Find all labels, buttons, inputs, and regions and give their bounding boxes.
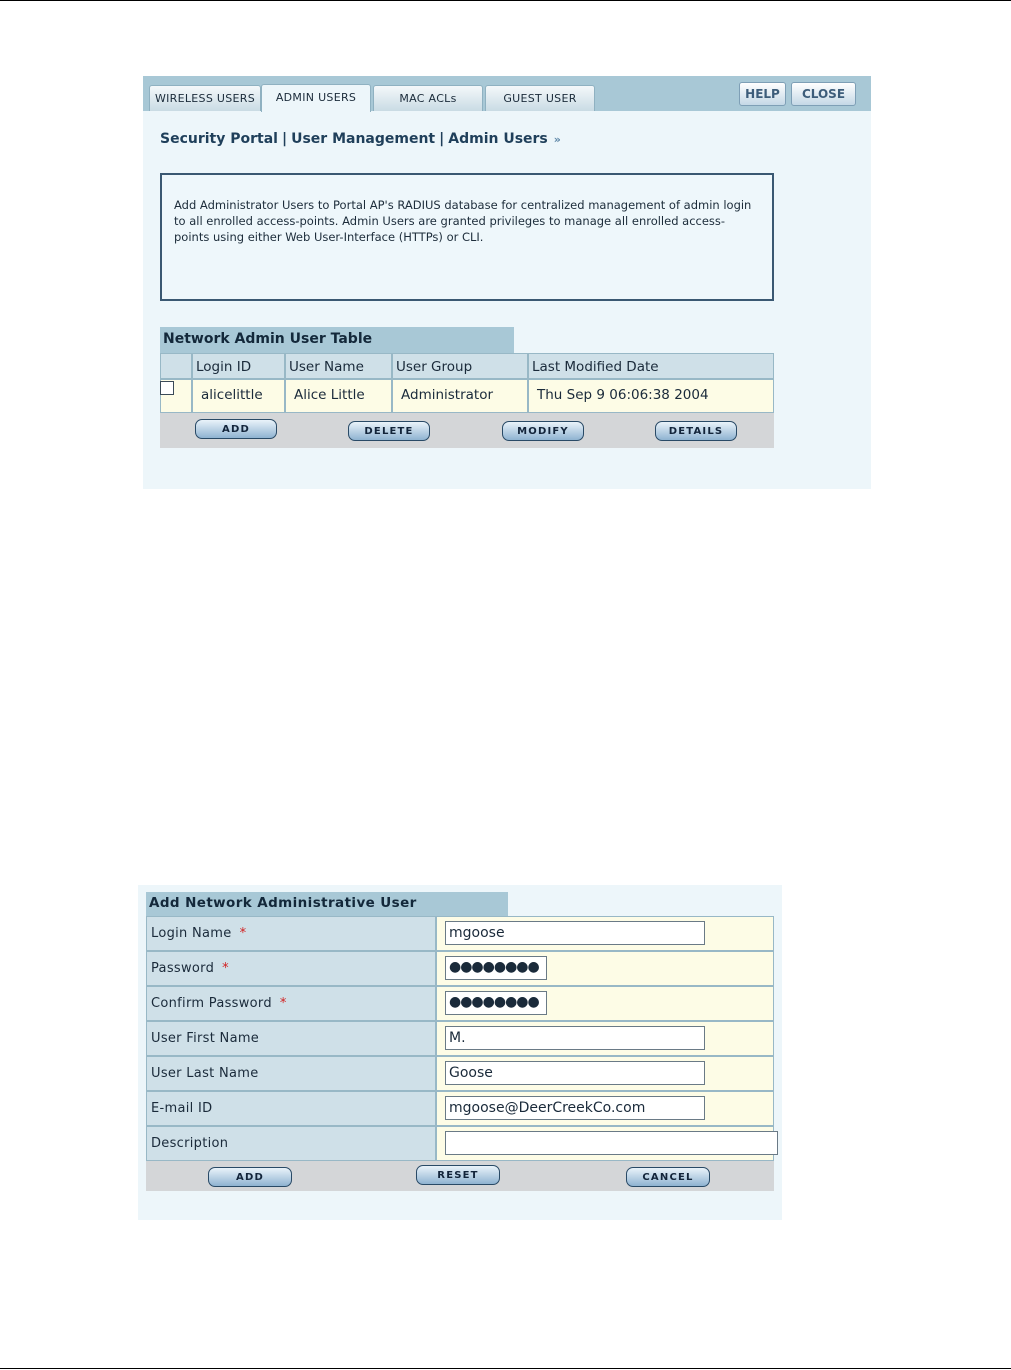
form-button-bar xyxy=(146,1161,774,1191)
breadcrumb xyxy=(160,131,561,147)
required-asterisk: * xyxy=(222,961,229,976)
tab-mac-acls[interactable]: MAC ACLs xyxy=(373,85,483,111)
breadcrumb-security-portal: Security Portal xyxy=(160,131,278,147)
email-label: E-mail ID xyxy=(146,1091,436,1126)
form-row-confirm-password xyxy=(146,986,774,1021)
required-asterisk: * xyxy=(239,926,247,941)
row-checkbox-cell xyxy=(160,379,192,413)
form-row-password xyxy=(146,951,774,986)
add-user-submit-button[interactable]: ADD xyxy=(208,1167,292,1187)
close-button[interactable]: CLOSE xyxy=(791,82,856,106)
breadcrumb-admin-users: Admin Users xyxy=(448,131,548,147)
column-header-login-id: Login ID xyxy=(192,353,285,379)
email-cell xyxy=(436,1091,774,1126)
last-name-input[interactable]: Goose xyxy=(445,1061,705,1085)
description-box xyxy=(160,173,774,301)
description-text: Add Administrator Users to Portal AP's RADIUS database for centralized management of admin login to all enrolled access-points. Admin Users are granted privileges to manage all enrolled access-points using either Web User-Interface (HTTPs) or CLI. xyxy=(174,198,752,244)
password-input[interactable]: ●●●●●●●● xyxy=(445,956,547,980)
header-checkbox-cell xyxy=(160,353,192,379)
add-form-title: Add Network Administrative User xyxy=(146,892,508,916)
required-asterisk: * xyxy=(279,996,287,1011)
tab-wireless-users[interactable]: WIRELESS USERS xyxy=(149,85,261,111)
description-input[interactable] xyxy=(445,1131,778,1155)
login-name-input[interactable]: mgoose xyxy=(445,921,705,945)
password-cell xyxy=(436,951,774,986)
description-label: Description xyxy=(146,1126,436,1161)
tab-admin-users[interactable]: ADMIN USERS xyxy=(261,84,371,112)
add-admin-form-panel xyxy=(138,885,782,1220)
cancel-button[interactable]: CANCEL xyxy=(626,1167,710,1187)
column-header-last-modified: Last Modified Date xyxy=(528,353,774,379)
column-header-user-name: User Name xyxy=(285,353,392,379)
email-input[interactable]: mgoose@DeerCreekCo.com xyxy=(445,1096,705,1120)
login-name-label xyxy=(146,916,436,951)
cell-user-name: Alice Little xyxy=(285,379,392,413)
help-button[interactable]: HELP xyxy=(739,82,786,106)
password-label xyxy=(146,951,436,986)
form-row-login-name xyxy=(146,916,774,951)
password-label-text: Password xyxy=(151,961,215,976)
form-row-email xyxy=(146,1091,774,1126)
admin-table-title: Network Admin User Table xyxy=(160,327,514,353)
row-checkbox[interactable] xyxy=(160,381,174,395)
form-row-description xyxy=(146,1126,774,1161)
first-name-input[interactable]: M. xyxy=(445,1026,705,1050)
add-admin-button[interactable]: ADD xyxy=(195,419,277,439)
cell-user-group: Administrator xyxy=(392,379,528,413)
form-row-last-name xyxy=(146,1056,774,1091)
confirm-password-label-text: Confirm Password xyxy=(151,996,272,1011)
breadcrumb-separator: | xyxy=(439,131,445,147)
table-button-bar xyxy=(160,413,774,448)
reset-button[interactable]: RESET xyxy=(416,1165,500,1185)
cell-last-modified: Thu Sep 9 06:06:38 2004 xyxy=(528,379,774,413)
modify-button[interactable]: MODIFY xyxy=(502,421,584,441)
column-header-user-group: User Group xyxy=(392,353,528,379)
first-name-label: User First Name xyxy=(146,1021,436,1056)
double-chevron-right-icon: » xyxy=(553,133,561,146)
admin-users-panel xyxy=(143,76,871,489)
first-name-cell xyxy=(436,1021,774,1056)
last-name-label: User Last Name xyxy=(146,1056,436,1091)
confirm-password-cell xyxy=(436,986,774,1021)
breadcrumb-separator: | xyxy=(281,131,288,147)
top-rule xyxy=(0,0,1011,1)
delete-button[interactable]: DELETE xyxy=(348,421,430,441)
details-button[interactable]: DETAILS xyxy=(655,421,737,441)
breadcrumb-user-management: User Management xyxy=(291,131,436,147)
login-name-cell xyxy=(436,916,774,951)
tab-bar xyxy=(143,76,871,111)
description-cell xyxy=(436,1126,774,1161)
bottom-rule xyxy=(0,1368,1011,1369)
cell-login-id: alicelittle xyxy=(192,379,285,413)
form-row-first-name xyxy=(146,1021,774,1056)
login-name-label-text: Login Name xyxy=(151,926,232,941)
confirm-password-label xyxy=(146,986,436,1021)
tab-guest-user[interactable]: GUEST USER xyxy=(485,85,595,111)
confirm-password-input[interactable]: ●●●●●●●● xyxy=(445,991,547,1015)
last-name-cell xyxy=(436,1056,774,1091)
